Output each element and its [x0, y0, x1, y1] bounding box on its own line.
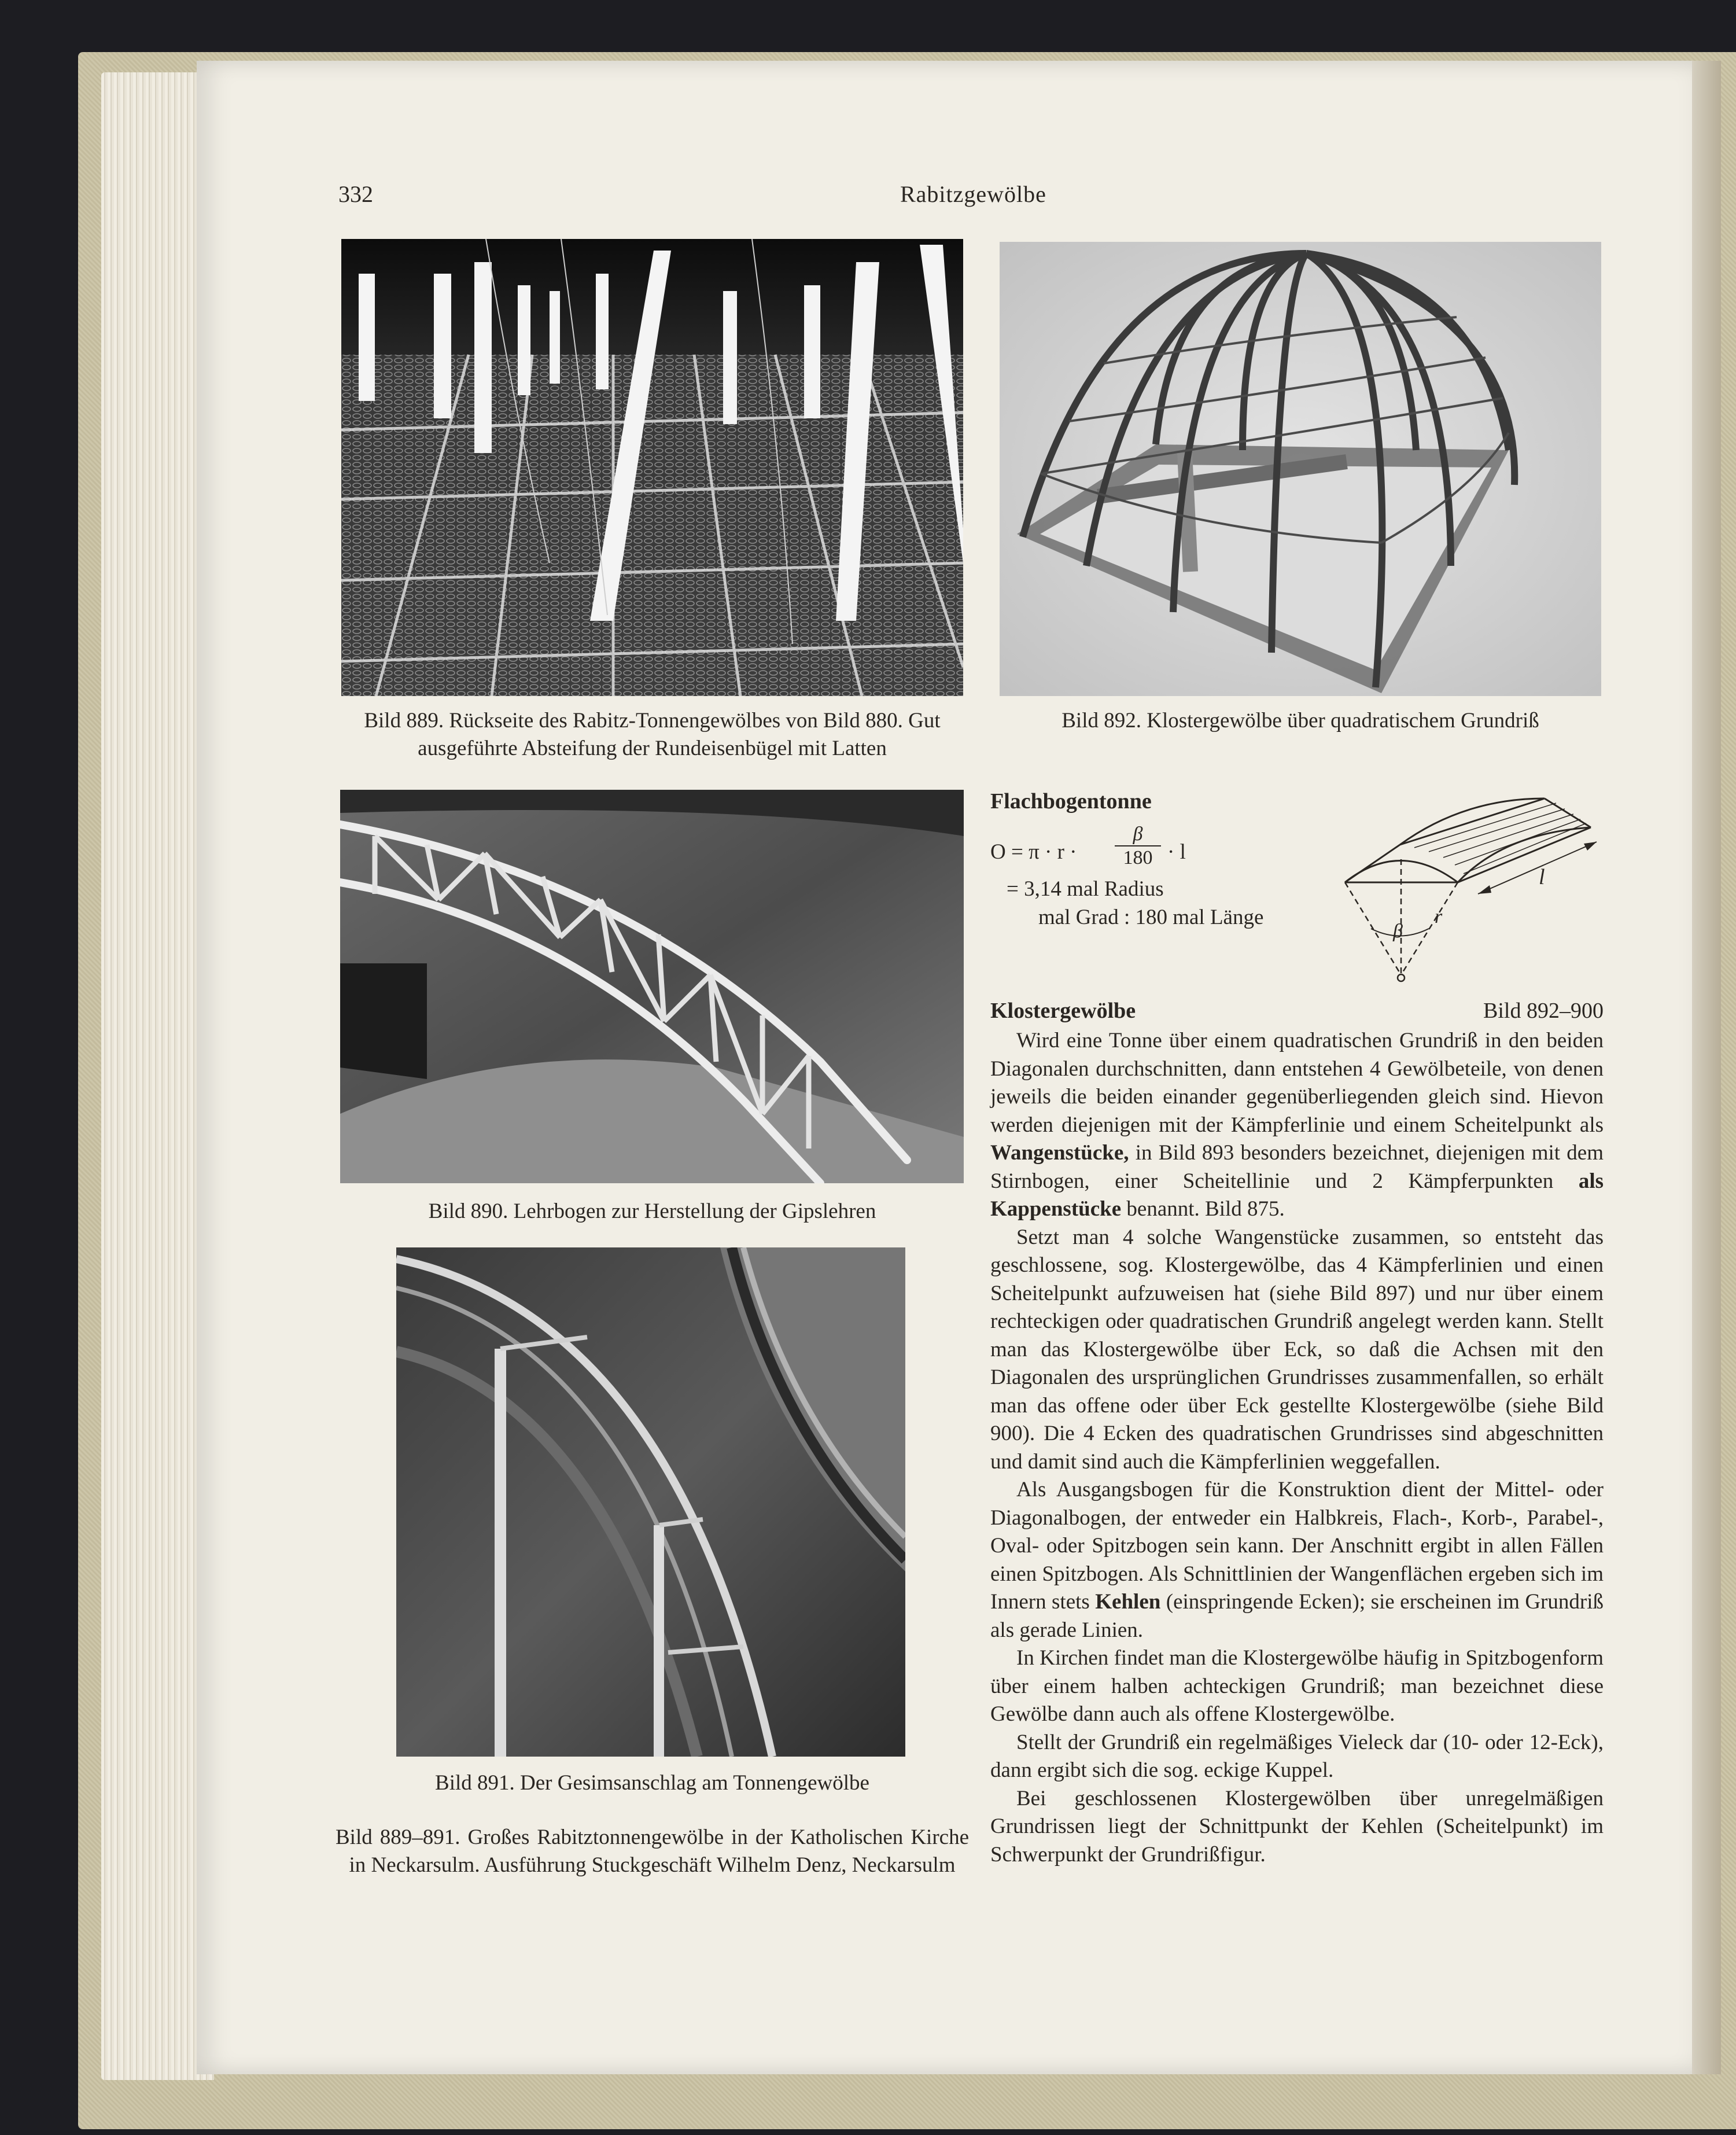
- paragraph-4: In Kirchen findet man die Klostergewölbe häufig in Spitzbogenform über einem halben achteckigen Grundriß; man bezeichnet diese Gewölbe dann auch als offene Klostergewölbe.: [990, 1646, 1604, 1726]
- formula-rhs: · l: [1167, 840, 1186, 864]
- section-heading: Klostergewölbe: [990, 999, 1136, 1023]
- p1-text-a: Wird eine Tonne über einem quadratischen Grundriß in den beiden Diagonalen durchschnitten, dann entstehen 4 Gewölbeteile, von denen jeweils die beiden einander gegenüberliegenden gleich sind. Hievon werden diejenigen mit der Kämpferlinie und einem Scheitelpunkt als: [990, 1029, 1604, 1137]
- caption-bild-890: Bild 890. Lehrbogen zur Herstellung der Gipslehren: [428, 1199, 876, 1223]
- book-gutter: [1692, 61, 1721, 2074]
- flachbogen-diagram: [1330, 787, 1614, 986]
- p1-bold-wangenstuecke: Wangenstücke,: [990, 1141, 1129, 1165]
- fraction-bar: [1115, 845, 1161, 846]
- paragraph-3: [990, 1476, 1604, 1644]
- paragraph-1: [990, 1027, 1604, 1224]
- photo-bild-890: [340, 790, 964, 1183]
- klostergewoelbe-body: [990, 1027, 1604, 1869]
- paragraph-5: Stellt der Grundriß ein regelmäßiges Vieleck dar (10- oder 12-Eck), dann ergibt sich die sog. eckige Kuppel.: [990, 1730, 1604, 1782]
- p3-text-a: Als Ausgangsbogen für die Konstruktion dient der Mittel- oder Diagonalbogen, der entweder ein Halbkreis, Flach-, Korb-, Parabel-, Oval- oder Spitzbogen sein kann. Der Anschnitt ergibt in allen Fällen einen Spitzbogen. Als Schnittlinien der Wangenflächen ergeben sich im Innern stets: [990, 1478, 1604, 1614]
- fraction-denominator: 180: [1123, 847, 1153, 868]
- p1-bold-kappenstuecke: als Kappenstücke: [990, 1169, 1604, 1221]
- paragraph-2: Setzt man 4 solche Wangenstücke zusammen, so entsteht das geschlossene, sog. Klostergewölbe, das 4 Kämpferlinien und einen Scheitelpunkt aufzuweisen hat (siehe Bild 897) und nur über einem rechteckigen oder quadratischen Grundriß angelegt werden kann. Stellt man das Klostergewölbe über Eck, so daß die Achsen mit den Diagonalen des ursprünglichen Grundrisses zusammenfallen, so erhält man das offene oder über Eck gestellte Klostergewölbe (siehe Bild 900). Die 4 Ecken des quadratischen Grundrisses sind abgeschnitten und damit sind auch die Kämpferlinien weggefallen.: [990, 1225, 1604, 1474]
- section-figure-ref: Bild 892–900: [1483, 999, 1604, 1023]
- page-number: 332: [338, 181, 373, 207]
- p1-text-d: benannt. Bild 875.: [1121, 1197, 1285, 1221]
- flachbogen-title: Flachbogentonne: [990, 789, 1152, 813]
- diagram-label-length: l: [1539, 865, 1545, 889]
- caption-bild-891: Bild 891. Der Gesimsanschlag am Tonnengewölbe: [435, 1771, 869, 1795]
- caption-bild-889-891: Bild 889–891. Großes Rabitztonnengewölbe in der Katholischen Kirche in Neckarsulm. Ausführung Stuckgeschäft Wilhelm Denz, Neckarsulm: [336, 1825, 969, 1877]
- photo-bild-891: [396, 1247, 905, 1757]
- p3-bold-kehlen: Kehlen: [1095, 1590, 1161, 1614]
- formula-line-1: = 3,14 mal Radius: [1007, 877, 1164, 901]
- formula-line-2: mal Grad : 180 mal Länge: [1038, 905, 1264, 929]
- fraction-numerator: β: [1133, 823, 1143, 845]
- formula-lhs: O = π · r ·: [990, 840, 1077, 864]
- photo-bild-892: [1000, 242, 1601, 696]
- running-title: Rabitzgewölbe: [900, 181, 1046, 207]
- caption-bild-889: Bild 889. Rückseite des Rabitz-Tonnengewölbes von Bild 880. Gut ausgeführte Absteifung der Rundeisenbügel mit Latten: [364, 709, 941, 760]
- paragraph-6: Bei geschlossenen Klostergewölben über unregelmäßigen Grundrissen liegt der Schnittpunkt der Kehlen (Scheitelpunkt) im Schwerpunkt der Grundrißfigur.: [990, 1786, 1604, 1867]
- p1-text-c: in Bild 893 besonders bezeichnet, diejenigen mit dem Stirnbogen, einer Scheitellinie und 2 Kämpferpunkten: [990, 1141, 1604, 1193]
- p3-text-c: (einspringende Ecken); sie erscheinen im Grundriß als gerade Linien.: [990, 1590, 1604, 1642]
- diagram-label-angle: β: [1393, 921, 1403, 942]
- caption-bild-892: Bild 892. Klostergewölbe über quadratischem Grundriß: [1061, 709, 1539, 732]
- photo-bild-889: [341, 239, 963, 696]
- diagram-label-radius: r: [1435, 906, 1443, 927]
- formula-fraction: [1115, 824, 1161, 868]
- klostergewoelbe-heading: [990, 998, 1604, 1024]
